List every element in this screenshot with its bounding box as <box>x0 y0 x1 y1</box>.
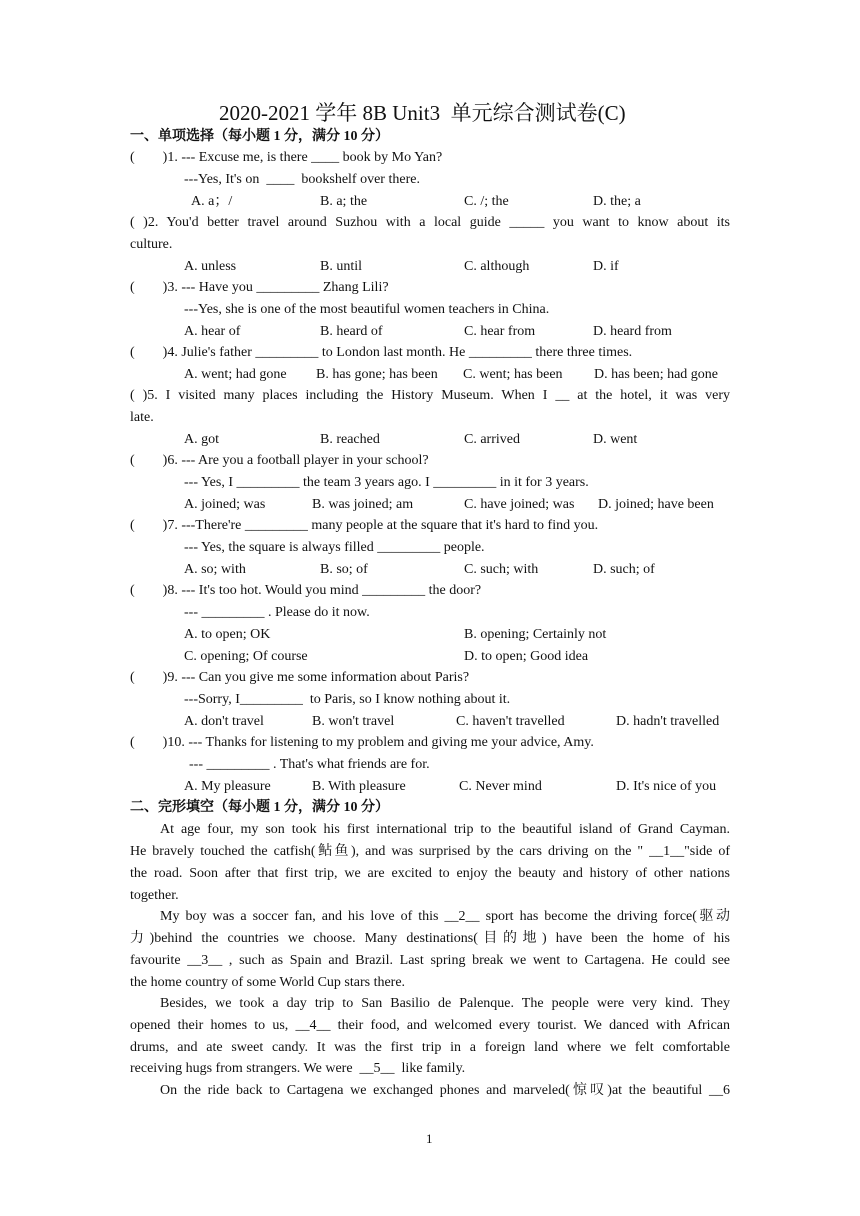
question-8-stem: ( )8. --- It's too hot. Would you mind _________ the door? <box>130 583 482 598</box>
question-5-stem: ( )5. I visited many places including the History Museum. When I __ at the hotel, it was very <box>130 388 730 403</box>
page-title: 2020-2021 学年 8B Unit3 单元综合测试卷(C) <box>219 101 626 125</box>
question-6-stem: ( )6. --- Are you a football player in your school? <box>130 453 429 468</box>
question-6-option-c: C. have joined; was <box>464 497 575 512</box>
question-8-option-b: B. opening; Certainly not <box>464 627 607 642</box>
question-6-option-b: B. was joined; am <box>312 497 414 512</box>
question-1-option-a: A. a；/ <box>191 194 233 209</box>
passage-line: opened their homes to us, __4__ their food, and welcomed every tourist. We danced with African <box>130 1018 730 1033</box>
question-8-option-a: A. to open; OK <box>184 627 271 642</box>
question-6-stem-line2: --- Yes, I _________ the team 3 years ago. I _________ in it for 3 years. <box>184 475 589 490</box>
question-10-option-d: D. It's nice of you <box>616 779 717 794</box>
question-5-option-b: B. reached <box>320 432 380 447</box>
question-5-option-d: D. went <box>593 432 638 447</box>
passage-line: together. <box>130 888 179 903</box>
question-7-option-b: B. so; of <box>320 562 368 577</box>
question-1-stem-line2: ---Yes, It's on ____ bookshelf over there. <box>184 172 420 187</box>
question-10-option-a: A. My pleasure <box>184 779 271 794</box>
passage-line: At age four, my son took his first international trip to the beautiful island of Grand Cayman. <box>160 822 730 837</box>
question-3-option-d: D. heard from <box>593 324 672 339</box>
page-number: 1 <box>426 1131 433 1146</box>
question-3-option-b: B. heard of <box>320 324 383 339</box>
passage-line: receiving hugs from strangers. We were __5__ like family. <box>130 1061 466 1076</box>
question-10-stem: ( )10. --- Thanks for listening to my problem and giving me your advice, Amy. <box>130 735 594 750</box>
question-1-option-d: D. the; a <box>593 194 641 209</box>
question-8-stem-line2: --- _________ . Please do it now. <box>184 605 370 620</box>
question-4-option-b: B. has gone; has been <box>316 367 438 382</box>
question-9-option-b: B. won't travel <box>312 714 395 729</box>
question-9-option-c: C. haven't travelled <box>456 714 565 729</box>
question-1-stem: ( )1. --- Excuse me, is there ____ book by Mo Yan? <box>130 150 443 165</box>
question-6-option-a: A. joined; was <box>184 497 266 512</box>
passage-line: the home country of some World Cup stars there. <box>130 975 406 990</box>
passage-line: 力)behind the countries we choose. Many destinations(目的地) have been the home of his <box>130 931 730 946</box>
question-9-option-d: D. hadn't travelled <box>616 714 720 729</box>
section-2-header: 二、完形填空（每小题 1 分，满分 10 分） <box>130 800 389 815</box>
question-4-stem: ( )4. Julie's father _________ to London last month. He _________ there three times. <box>130 345 633 360</box>
question-2-option-a: A. unless <box>184 259 237 274</box>
question-3-stem: ( )3. --- Have you _________ Zhang Lili? <box>130 280 389 295</box>
question-5-option-a: A. got <box>184 432 219 447</box>
question-2-stem-cont: culture. <box>130 237 173 252</box>
question-4-option-d: D. has been; had gone <box>594 367 719 382</box>
passage-line: On the ride back to Cartagena we exchanged phones and marveled(惊叹)at the beautiful __6 <box>160 1083 730 1098</box>
passage-line: He bravely touched the catfish(鲇鱼), and was surprised by the cars driving on the " __1__"side of <box>130 844 730 859</box>
section-1-header: 一、单项选择（每小题 1 分，满分 10 分） <box>130 129 389 144</box>
question-2-option-c: C. although <box>464 259 530 274</box>
question-2-option-b: B. until <box>320 259 363 274</box>
question-10-option-b: B. With pleasure <box>312 779 406 794</box>
question-7-option-d: D. such; of <box>593 562 655 577</box>
question-7-stem: ( )7. ---There're _________ many people at the square that it's hard to find you. <box>130 518 599 533</box>
question-8-option-c: C. opening; Of course <box>184 649 308 664</box>
question-7-stem-line2: --- Yes, the square is always filled _________ people. <box>184 540 485 555</box>
question-7-option-a: A. so; with <box>184 562 246 577</box>
question-6-option-d: D. joined; have been <box>598 497 714 512</box>
question-3-option-c: C. hear from <box>464 324 536 339</box>
passage-line: favourite __3__ , such as Spain and Brazil. Last spring break we went to Cartagena. He could see <box>130 953 730 968</box>
question-4-option-a: A. went; had gone <box>184 367 287 382</box>
question-4-option-c: C. went; has been <box>463 367 563 382</box>
question-7-option-c: C. such; with <box>464 562 539 577</box>
question-9-option-a: A. don't travel <box>184 714 264 729</box>
question-2-stem: ( )2. You'd better travel around Suzhou with a local guide _____ you want to know about its <box>130 215 730 230</box>
question-8-option-d: D. to open; Good idea <box>464 649 589 664</box>
question-5-stem-cont: late. <box>130 410 154 425</box>
question-10-stem-line2: --- _________ . That's what friends are for. <box>189 757 430 772</box>
question-9-stem-line2: ---Sorry, I_________ to Paris, so I know nothing about it. <box>184 692 511 707</box>
question-1-option-b: B. a; the <box>320 194 368 209</box>
passage-line: the road. Soon after that first trip, we are excited to enjoy the beauty and history of other nations <box>130 866 730 881</box>
question-1-option-c: C. /; the <box>464 194 509 209</box>
passage-line: Besides, we took a day trip to San Basilio de Palenque. The people were very kind. They <box>160 996 730 1011</box>
passage-line: My boy was a soccer fan, and his love of this __2__ sport has become the driving force(驱动 <box>160 909 730 924</box>
question-3-stem-line2: ---Yes, she is one of the most beautiful women teachers in China. <box>184 302 550 317</box>
question-10-option-c: C. Never mind <box>459 779 542 794</box>
question-5-option-c: C. arrived <box>464 432 520 447</box>
question-9-stem: ( )9. --- Can you give me some information about Paris? <box>130 670 470 685</box>
question-2-option-d: D. if <box>593 259 619 274</box>
question-3-option-a: A. hear of <box>184 324 241 339</box>
passage-line: drums, and ate sweet candy. It was the first trip in a foreign land where we felt comfortable <box>130 1040 730 1055</box>
